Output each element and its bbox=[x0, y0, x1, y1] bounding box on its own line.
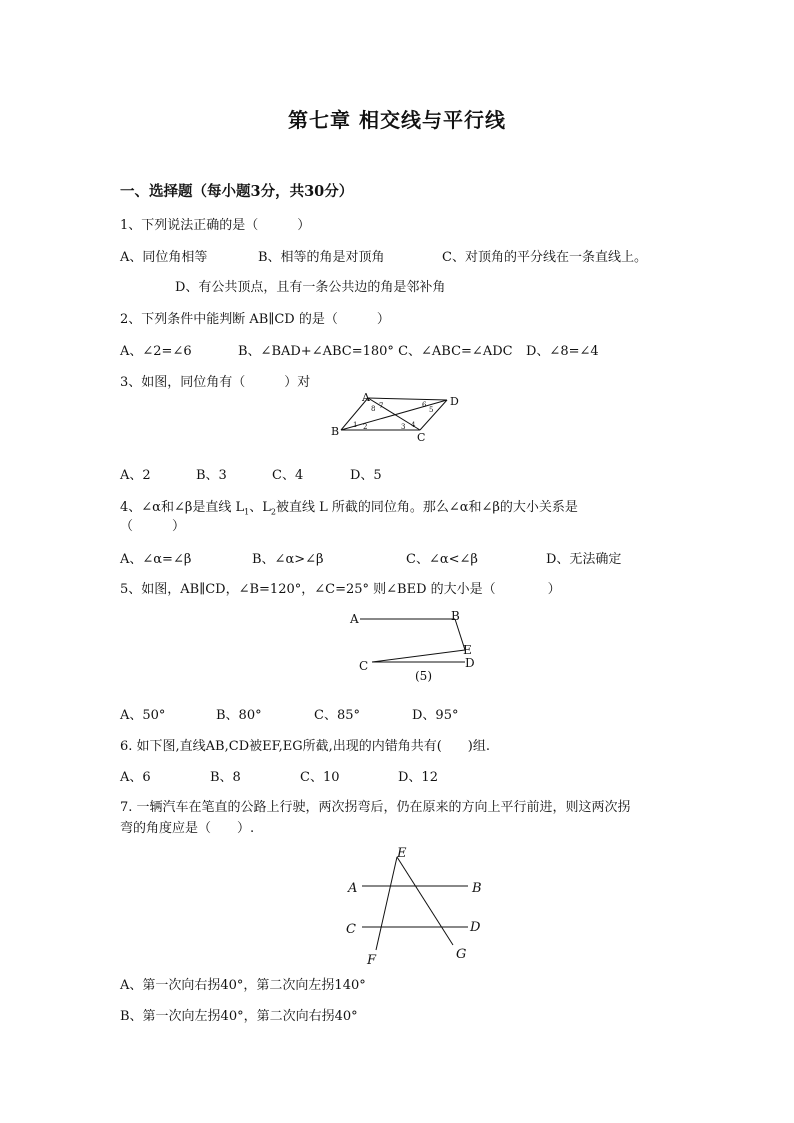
q3-label-c: C bbox=[417, 431, 426, 444]
q7-option-b: B、第一次向左拐40°，第二次向右拐40° bbox=[120, 1009, 358, 1024]
q6-option-c: C、10 bbox=[300, 770, 340, 785]
q4-stem-line2: （ ） bbox=[120, 519, 186, 534]
q3-angle-2: 2 bbox=[363, 423, 368, 431]
q7-label-e: E bbox=[397, 846, 407, 861]
q3-option-d: D、5 bbox=[350, 468, 382, 483]
q5-label-b: B bbox=[451, 609, 460, 623]
q5-label-e: E bbox=[463, 643, 472, 657]
q3-angle-4: 4 bbox=[411, 421, 416, 429]
q5-option-a: A、50° bbox=[120, 708, 166, 723]
q7-stem-line1: 7. 一辆汽车在笔直的公路上行驶，两次拐弯后，仍在原来的方向上平行前进，则这两次拐 bbox=[120, 800, 631, 815]
q4-option-b: B、∠α>∠β bbox=[252, 552, 324, 567]
section-heading: 一、选择题（每小题3分，共30分） bbox=[120, 183, 354, 200]
q6-option-a: A、6 bbox=[120, 770, 151, 785]
q7-line-eg bbox=[397, 857, 453, 945]
q2-option-b: B、∠BAD+∠ABC=180° C、∠ABC=∠ADC bbox=[238, 344, 513, 359]
q2-stem: 2、下列条件中能判断 AB∥CD 的是（ ） bbox=[120, 312, 390, 327]
q7-label-f: F bbox=[367, 953, 377, 968]
q5-caption: (5) bbox=[415, 669, 432, 683]
q2-option-d: D、∠8=∠4 bbox=[526, 344, 599, 359]
q1-stem: 1、下列说法正确的是（ ） bbox=[120, 218, 311, 233]
q3-angle-8: 8 bbox=[371, 405, 376, 413]
q3-option-b: B、3 bbox=[196, 468, 227, 483]
q5-option-c: C、85° bbox=[314, 708, 360, 723]
q4-option-a: A、∠α=∠β bbox=[120, 552, 192, 567]
q7-option-a: A、第一次向右拐40°，第二次向左拐140° bbox=[120, 978, 366, 993]
q3-figure bbox=[325, 390, 475, 445]
q7-label-c: C bbox=[346, 922, 356, 937]
page-title: 第七章 相交线与平行线 bbox=[288, 108, 506, 132]
q6-option-d: D、12 bbox=[398, 770, 438, 785]
q3-stem: 3、如图，同位角有（ ）对 bbox=[120, 375, 311, 390]
q4-stem: 4、∠α和∠β是直线 $L_1$、$L_2$被直线 L 所截的同位角。那么∠α和∠β的大小关系是 bbox=[120, 500, 578, 517]
q3-angle-3: 3 bbox=[401, 423, 406, 431]
q6-stem: 6. 如下图,直线AB,CD被EF,EG所截,出现的内错角共有( )组. bbox=[120, 739, 491, 754]
q4-option-d: D、无法确定 bbox=[546, 552, 622, 567]
q7-label-d: D bbox=[470, 920, 481, 935]
q5-figure bbox=[345, 605, 485, 685]
q3-label-d: D bbox=[450, 395, 459, 408]
q3-label-a: A bbox=[362, 391, 370, 404]
q5-label-a: A bbox=[350, 612, 359, 626]
q5-option-b: B、80° bbox=[216, 708, 262, 723]
q5-line-ce bbox=[372, 650, 465, 662]
q3-label-b: B bbox=[331, 425, 340, 438]
q7-figure bbox=[340, 842, 500, 967]
q5-label-c: C bbox=[359, 659, 369, 673]
q3-angle-5: 5 bbox=[429, 406, 434, 414]
q2-option-a: A、∠2=∠6 bbox=[120, 344, 192, 359]
q7-label-g: G bbox=[456, 947, 467, 962]
q1-option-d: D、有公共顶点，且有一条公共边的角是邻补角 bbox=[175, 280, 446, 295]
q4-option-c: C、∠α<∠β bbox=[406, 552, 478, 567]
q3-angle-6: 6 bbox=[422, 401, 427, 409]
q1-option-a: A、同位角相等 bbox=[120, 250, 208, 265]
q7-label-a: A bbox=[348, 881, 358, 896]
q3-angle-7: 7 bbox=[379, 402, 384, 410]
q7-label-b: B bbox=[472, 881, 482, 896]
q3-angle-1: 1 bbox=[353, 421, 358, 429]
q3-line-ad bbox=[368, 398, 447, 400]
q3-option-a: A、2 bbox=[120, 468, 151, 483]
q5-option-d: D、95° bbox=[412, 708, 459, 723]
q5-label-d: D bbox=[465, 656, 475, 670]
q1-option-c: C、对顶角的平分线在一条直线上。 bbox=[442, 250, 647, 265]
q7-line-ef bbox=[376, 857, 397, 950]
q7-stem-line2: 弯的角度应是（ ）. bbox=[120, 821, 255, 836]
q3-option-c: C、4 bbox=[272, 468, 304, 483]
q5-stem: 5、如图，AB∥CD，∠B=120°，∠C=25° 则∠BED 的大小是（ ） bbox=[120, 582, 561, 597]
q6-option-b: B、8 bbox=[210, 770, 241, 785]
q1-option-b: B、相等的角是对顶角 bbox=[258, 250, 385, 265]
